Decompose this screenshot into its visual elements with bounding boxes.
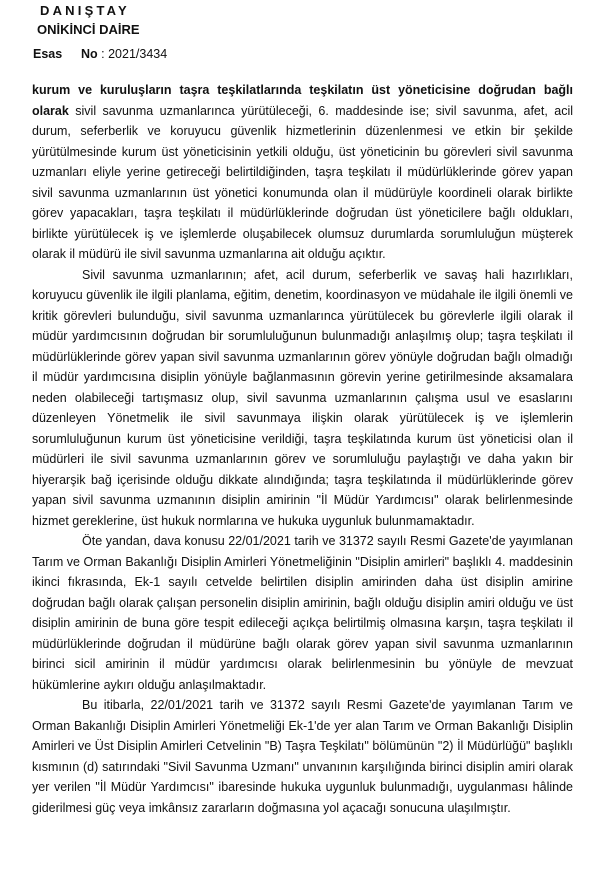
paragraph-4: [32, 695, 573, 818]
paragraph-3: [32, 531, 573, 695]
chamber-name: ONİKİNCİ DAİRE: [37, 22, 140, 37]
paragraph-2: [32, 265, 573, 532]
court-name: DANIŞTAY: [40, 3, 130, 18]
paragraph-4-text: Bu itibarla, 22/01/2021 tarih ve 31372 sayılı Resmi Gazete'de yayımlanan Tarım ve Orman Bakanlığı Disiplin Amirleri Yönetmeliği Ek-1'de yer alan Tarım ve Orman Bakanlığı Disiplin Amirleri ve Üst Disiplin Amirleri Cetvelinin "B) Taşra Teşkilatı" bölümünün "2) İl Müdürlüğü" başlıklı kısmının (d) satırındaki "Sivil Savunma Uzmanı" unvanının karşılığında birinci disiplin amiri olarak yer verilen "İl Müdür Yardımcısı" ibaresinde hukuka uygunluk bulunmadığı, uygulanması hâlinde giderilmesi güç veya imkânsız zararların doğmasına yol açacağı sonucuna ulaşılmıştır.: [32, 698, 573, 815]
paragraph-1: [32, 80, 573, 265]
case-number-line: [33, 46, 597, 62]
case-number: : 2021/3434: [101, 47, 168, 61]
no-label: No: [81, 47, 98, 61]
paragraph-3-text: Öte yandan, dava konusu 22/01/2021 tarih ve 31372 sayılı Resmi Gazete'de yayımlanan Tarım ve Orman Bakanlığı Disiplin Amirleri Yönetmeliğinin "Disiplin amirleri" başlıklı 4. maddesinin ikinci fıkrasında, Ek-1 sayılı cetvelde belirtilen disiplin amirinden daha üst disiplin amirine doğrudan bağlı olarak çalışan personelin disiplin amirinin, bağlı olduğu disiplin amiri olduğu ve üst disiplin amirinin de buna göre tespit edileceği açıkça belirtilmiş olmasına karşın, taşra teşkilatı il müdürlüklerinde doğrudan il müdürüne bağlı olarak görev yapan sivil savunma uzmanlarının birinci sicil amirinin il müdür yardımcısı olarak belirlenmesinin bu yönüyle de mevzuat hükümlerine aykırı olduğu anlaşılmaktadır.: [32, 534, 573, 692]
paragraph-1-bold-lead: kurum ve kuruluşların taşra teşkilatlarında teşkilatın üst yöneticisine doğrudan bağlı olarak: [32, 83, 573, 118]
paragraph-2-text: Sivil savunma uzmanlarının; afet, acil durum, seferberlik ve savaş hali hazırlıkları, koruyucu güvenlik ile ilgili planlama, eğitim, denetim, koordinasyon ve müdahale ile ilgili önemli ve kritik görevleri bulunduğu, sivil savunma uzmanlarınca yürütülecek bu görevlerle ilgili olarak il müdür yardımcısının doğrudan bir sorumluluğunun bulunmadığı anlaşılmış olup; taşra teşkilatı il müdürlüklerinde görev yapan sivil savunma uzmanlarının görev yönüyle doğrudan bağlı olmadığı il müdür yardımcısına disiplin yönüyle bağlanmasının görevin yerine getirilmesinde aksamalara neden olabileceği tartışmasız olup, sivil savunma uzmanlarının çalışma usul ve esaslarını düzenleyen Yönetmelik ile sivil savunmaya ilişkin olarak yürütülecek iş ve işlemlerin sorumluluğunun kurum üst yöneticisine verildiği, taşra teşkilatında kurum üst yöneticisi olan il müdürleri ile sivil savunma uzmanlarının görev ve sorumluluğu paylaştığı ve daha yakın bir hiyerarşik bağ içerisinde olduğu dikkate alındığında; taşra teşkilatında il müdürlüklerinde görev yapan sivil savunma uzmanının disiplin amirinin "İl Müdür Yardımcısı" olarak belirlenmesinde hizmet gereklerine, üst hukuk normlarına ve hukuka uygunluk bulunmamaktadır.: [32, 267, 573, 528]
paragraph-1-text: sivil savunma uzmanlarınca yürütüleceği, 6. maddesinde ise; sivil savunma, afet, acil durum, seferberlik ve koruyucu güvenlik hizmetlerinin düzenlenmesi ve etkin bir şekilde yürütülmesinde kurum üst yöneticisinin yetkili olduğu, üst yöneticinin bu görevleri sivil savunma uzmanları eliyle yerine getireceği belirtildiğinden, taşra teşkilatı il müdürlüklerinde görev yapan sivil savunma uzmanlarının üst yönetici konumunda olan il müdürüyle koordineli olarak birlikte görev yapacakları, taşra teşkilatı il müdürlüklerinde doğrudan üst yöneticilere bağlı oldukları, birlikte yürütülecek iş ve işlemlerde oluşabilecek olumsuz durumlarda sorumluluğun müşterek olarak il müdürü ile sivil savunma uzmanlarına ait olduğu açıktır.: [32, 103, 573, 261]
document-body: [32, 80, 573, 818]
esas-label: Esas: [33, 47, 63, 61]
document-header: [33, 3, 597, 62]
